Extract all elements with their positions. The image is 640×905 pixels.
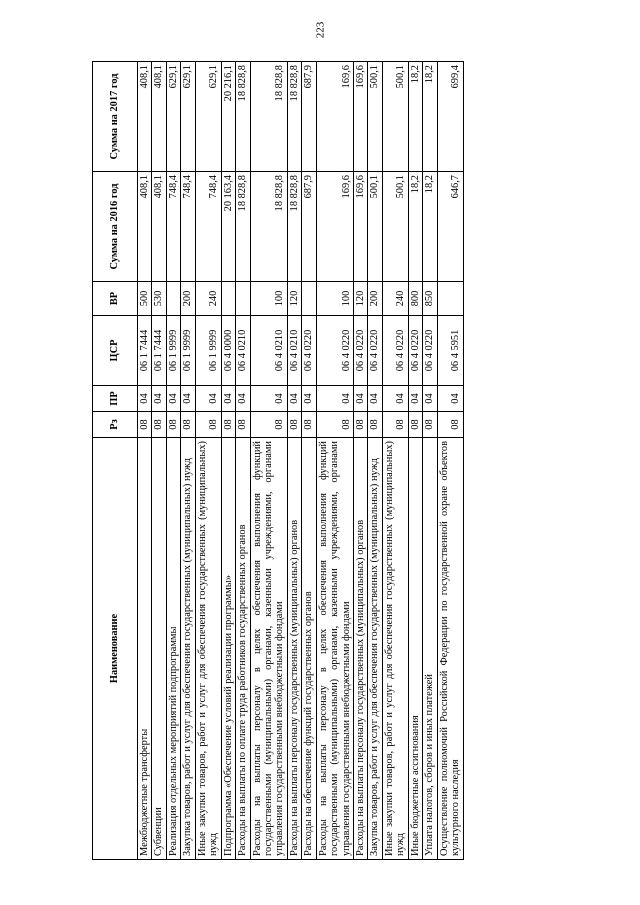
cell-sum2016: 20 163,4 — [221, 172, 235, 282]
cell-name: Осуществление полномочий Российской Федерации по государственной охране объектов культурного наследия — [437, 438, 463, 860]
cell-sum2017: 629,1 — [195, 62, 221, 172]
cell-csr: 06 4 0220 — [423, 316, 437, 386]
table-row — [221, 62, 235, 860]
cell-vr: 120 — [354, 282, 368, 316]
cell-pr: 04 — [287, 386, 301, 412]
cell-vr — [302, 282, 316, 316]
cell-rz: 08 — [166, 412, 180, 438]
cell-name: Закупка товаров, работ и услуг для обеспечения государственных (муниципальных) нужд — [368, 438, 382, 860]
cell-vr — [437, 282, 463, 316]
cell-sum2016: 18,2 — [423, 172, 437, 282]
header-rz: Рз — [93, 412, 138, 438]
cell-pr: 04 — [195, 386, 221, 412]
cell-csr: 06 4 0000 — [221, 316, 235, 386]
table-row — [437, 62, 463, 860]
cell-rz: 08 — [302, 412, 316, 438]
cell-sum2017: 18 828,8 — [250, 62, 287, 172]
cell-csr: 06 4 0210 — [236, 316, 250, 386]
cell-rz: 08 — [181, 412, 195, 438]
cell-sum2016: 169,6 — [354, 172, 368, 282]
cell-name: Расходы на выплаты персоналу в целях обеспечения выполнения функций государственными (муниципальными) органами, казенными учреждениями, органами управления государственными внебюджетными фондами — [250, 438, 287, 860]
cell-name: Расходы на выплаты по оплате труда работников государственных органов — [236, 438, 250, 860]
cell-sum2017: 408,1 — [152, 62, 166, 172]
cell-rz: 08 — [316, 412, 353, 438]
cell-name: Расходы на выплаты персоналу в целях обеспечения выполнения функций государственными (муниципальными) органами, казенными учреждениями, органами управления государственными внебюджетными фондами — [316, 438, 353, 860]
cell-sum2016: 18 828,8 — [236, 172, 250, 282]
cell-pr: 04 — [221, 386, 235, 412]
cell-csr: 06 4 0210 — [287, 316, 301, 386]
page-number: 223 — [314, 21, 326, 39]
cell-sum2016: 748,4 — [166, 172, 180, 282]
cell-vr: 100 — [316, 282, 353, 316]
cell-sum2016: 18,2 — [408, 172, 422, 282]
table-row — [408, 62, 422, 860]
cell-pr: 04 — [138, 386, 152, 412]
table-row — [423, 62, 437, 860]
cell-vr: 100 — [250, 282, 287, 316]
cell-sum2017: 18 828,8 — [287, 62, 301, 172]
cell-sum2016: 500,1 — [368, 172, 382, 282]
table-row — [354, 62, 368, 860]
table-rotation-frame — [92, 62, 540, 860]
cell-vr — [166, 282, 180, 316]
cell-name: Иные закупки товаров, работ и услуг для обеспечения государственных (муниципальных) нужд — [195, 438, 221, 860]
cell-csr: 06 4 0220 — [302, 316, 316, 386]
table-row — [181, 62, 195, 860]
cell-pr: 04 — [152, 386, 166, 412]
cell-vr: 120 — [287, 282, 301, 316]
cell-csr: 06 1 9999 — [195, 316, 221, 386]
cell-vr: 200 — [181, 282, 195, 316]
cell-pr: 04 — [250, 386, 287, 412]
table-row — [316, 62, 353, 860]
cell-csr: 06 4 0220 — [382, 316, 408, 386]
cell-name: Расходы на обеспечение функций государственных органов — [302, 438, 316, 860]
cell-pr: 04 — [423, 386, 437, 412]
header-csr: ЦСР — [93, 316, 138, 386]
cell-name: Реализация отдельных мероприятий подпрограммы — [166, 438, 180, 860]
cell-vr: 800 — [408, 282, 422, 316]
cell-rz: 08 — [354, 412, 368, 438]
cell-sum2016: 18 828,8 — [250, 172, 287, 282]
cell-csr: 06 4 0210 — [250, 316, 287, 386]
cell-pr: 04 — [302, 386, 316, 412]
cell-pr: 04 — [236, 386, 250, 412]
cell-name: Иные бюджетные ассигнования — [408, 438, 422, 860]
cell-sum2017: 629,1 — [181, 62, 195, 172]
header-sum-2017: Сумма на 2017 год — [93, 62, 138, 172]
cell-sum2016: 687,9 — [302, 172, 316, 282]
cell-name: Иные закупки товаров, работ и услуг для обеспечения государственных (муниципальных) нужд — [382, 438, 408, 860]
table-row — [138, 62, 152, 860]
cell-csr: 06 1 9999 — [181, 316, 195, 386]
cell-name: Расходы на выплаты персоналу государственных (муниципальных) органов — [354, 438, 368, 860]
cell-sum2016: 748,4 — [181, 172, 195, 282]
cell-csr: 06 4 0220 — [368, 316, 382, 386]
cell-pr: 04 — [166, 386, 180, 412]
cell-vr: 200 — [368, 282, 382, 316]
cell-name: Субвенции — [152, 438, 166, 860]
cell-rz: 08 — [437, 412, 463, 438]
cell-pr: 04 — [368, 386, 382, 412]
cell-rz: 08 — [287, 412, 301, 438]
cell-sum2017: 169,6 — [354, 62, 368, 172]
cell-vr: 240 — [195, 282, 221, 316]
header-sum-2016: Сумма на 2016 год — [93, 172, 138, 282]
cell-sum2017: 500,1 — [382, 62, 408, 172]
cell-csr: 06 1 7444 — [152, 316, 166, 386]
cell-sum2017: 500,1 — [368, 62, 382, 172]
cell-sum2017: 20 216,1 — [221, 62, 235, 172]
cell-vr — [236, 282, 250, 316]
cell-name: Расходы на выплаты персоналу государственных (муниципальных) органов — [287, 438, 301, 860]
cell-sum2016: 646,7 — [437, 172, 463, 282]
table-row — [166, 62, 180, 860]
cell-csr: 06 4 0220 — [316, 316, 353, 386]
cell-rz: 08 — [382, 412, 408, 438]
cell-pr: 04 — [437, 386, 463, 412]
cell-csr: 06 1 9999 — [166, 316, 180, 386]
table-row — [382, 62, 408, 860]
header-vr: ВР — [93, 282, 138, 316]
cell-csr: 06 4 0220 — [408, 316, 422, 386]
cell-name: Закупка товаров, работ и услуг для обеспечения государственных (муниципальных) нужд — [181, 438, 195, 860]
cell-sum2017: 699,4 — [437, 62, 463, 172]
cell-sum2017: 408,1 — [138, 62, 152, 172]
header-pr: ПР — [93, 386, 138, 412]
table-row — [236, 62, 250, 860]
table-header-row — [93, 62, 138, 860]
cell-csr: 06 4 0220 — [354, 316, 368, 386]
table-row — [250, 62, 287, 860]
cell-vr: 850 — [423, 282, 437, 316]
cell-name: Межбюджетные трансферты — [138, 438, 152, 860]
cell-vr: 500 — [138, 282, 152, 316]
cell-pr: 04 — [382, 386, 408, 412]
cell-rz: 08 — [195, 412, 221, 438]
cell-rz: 08 — [221, 412, 235, 438]
cell-sum2017: 18,2 — [423, 62, 437, 172]
cell-rz: 08 — [236, 412, 250, 438]
cell-name: Уплата налогов, сборов и иных платежей — [423, 438, 437, 860]
cell-sum2017: 169,6 — [316, 62, 353, 172]
cell-rz: 08 — [250, 412, 287, 438]
cell-rz: 08 — [152, 412, 166, 438]
table-row — [287, 62, 301, 860]
cell-rz: 08 — [368, 412, 382, 438]
cell-csr: 06 4 5951 — [437, 316, 463, 386]
cell-sum2016: 18 828,8 — [287, 172, 301, 282]
cell-pr: 04 — [354, 386, 368, 412]
cell-sum2016: 748,4 — [195, 172, 221, 282]
table-row — [302, 62, 316, 860]
cell-sum2016: 408,1 — [152, 172, 166, 282]
budget-table — [92, 61, 464, 860]
cell-sum2016: 500,1 — [382, 172, 408, 282]
cell-pr: 04 — [316, 386, 353, 412]
cell-pr: 04 — [408, 386, 422, 412]
cell-vr — [221, 282, 235, 316]
cell-sum2017: 18 828,8 — [236, 62, 250, 172]
table-row — [195, 62, 221, 860]
cell-pr: 04 — [181, 386, 195, 412]
cell-sum2016: 169,6 — [316, 172, 353, 282]
cell-sum2017: 687,9 — [302, 62, 316, 172]
table-row — [368, 62, 382, 860]
table-row — [152, 62, 166, 860]
cell-rz: 08 — [138, 412, 152, 438]
cell-vr: 530 — [152, 282, 166, 316]
cell-rz: 08 — [408, 412, 422, 438]
cell-name: Подпрограмма «Обеспечение условий реализации программы» — [221, 438, 235, 860]
cell-sum2017: 18,2 — [408, 62, 422, 172]
table-body — [138, 62, 464, 860]
cell-rz: 08 — [423, 412, 437, 438]
header-name: Наименование — [93, 438, 138, 860]
cell-sum2016: 408,1 — [138, 172, 152, 282]
cell-sum2017: 629,1 — [166, 62, 180, 172]
cell-vr: 240 — [382, 282, 408, 316]
cell-csr: 06 1 7444 — [138, 316, 152, 386]
